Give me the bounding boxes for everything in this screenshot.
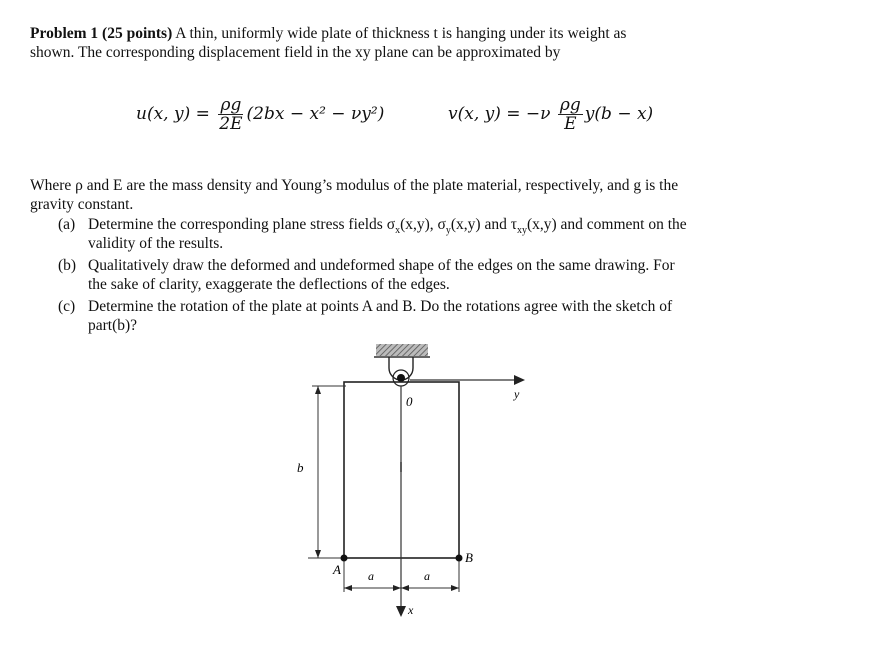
point-a-dot <box>341 555 348 562</box>
half-width-left-label: a <box>368 569 374 583</box>
problem-intro-line1: A thin, uniformly wide plate of thickness t is hanging under its weight as <box>172 25 627 42</box>
height-arrow-bottom <box>315 550 321 558</box>
question-c-line2: part(b)? <box>88 317 138 334</box>
question-a-line2: validity of the results. <box>88 235 224 252</box>
description-line2: gravity constant. <box>30 196 134 213</box>
width-arrow-left <box>344 585 352 591</box>
width-arrow-mid-left <box>393 585 401 591</box>
question-c-line1: Determine the rotation of the plate at points A and B. Do the rotations agree with the sketch of <box>88 298 673 315</box>
u-lhs: u(x, y) = <box>136 104 210 124</box>
half-width-right-label: a <box>424 569 430 583</box>
point-b-label: B <box>465 550 473 565</box>
question-b-label: (b) <box>58 257 77 274</box>
v-lhs: v(x, y) = −ν <box>448 104 551 124</box>
u-denominator: 2E <box>219 114 243 134</box>
pin-joint <box>397 374 405 382</box>
x-axis-arrowhead <box>396 606 406 617</box>
v-rhs: y(b − x) <box>584 104 654 124</box>
question-b-line2: the sake of clarity, exaggerate the deflections of the edges. <box>88 276 450 293</box>
question-b-line1: Qualitatively draw the deformed and undeformed shape of the edges on the same drawing. For <box>88 257 675 274</box>
point-a-label: A <box>333 562 341 577</box>
problem-intro-line2: shown. The corresponding displacement field in the xy plane can be approximated by <box>30 44 561 61</box>
origin-label: 0 <box>406 394 413 409</box>
width-arrow-mid-right <box>401 585 409 591</box>
question-a-label: (a) <box>58 216 76 233</box>
height-label: b <box>297 460 304 475</box>
question-a-line1: Determine the corresponding plane stress fields $\sigma_x(x,y)$, $\sigma_y(x,y)$ and $\tau_{xy}(x,y)$ and comment on the <box>88 216 687 237</box>
height-arrow-top <box>315 386 321 394</box>
u-rhs: (2bx − x² − νy²) <box>246 104 385 124</box>
u-numerator: ρg <box>220 95 242 115</box>
y-axis-arrowhead <box>514 375 525 385</box>
question-c-label: (c) <box>58 298 76 315</box>
point-b-dot <box>456 555 463 562</box>
y-axis-label: y <box>514 387 520 401</box>
ceiling-support-hatch <box>376 344 428 356</box>
description-line1: Where ρ and E are the mass density and Young’s modulus of the plate material, respectively, and g is the <box>30 177 679 194</box>
v-denominator: E <box>564 114 577 134</box>
problem-title: Problem 1 (25 points) <box>30 25 173 42</box>
x-axis-label: x <box>408 603 414 617</box>
width-arrow-right <box>451 585 459 591</box>
v-numerator: ρg <box>559 95 581 115</box>
